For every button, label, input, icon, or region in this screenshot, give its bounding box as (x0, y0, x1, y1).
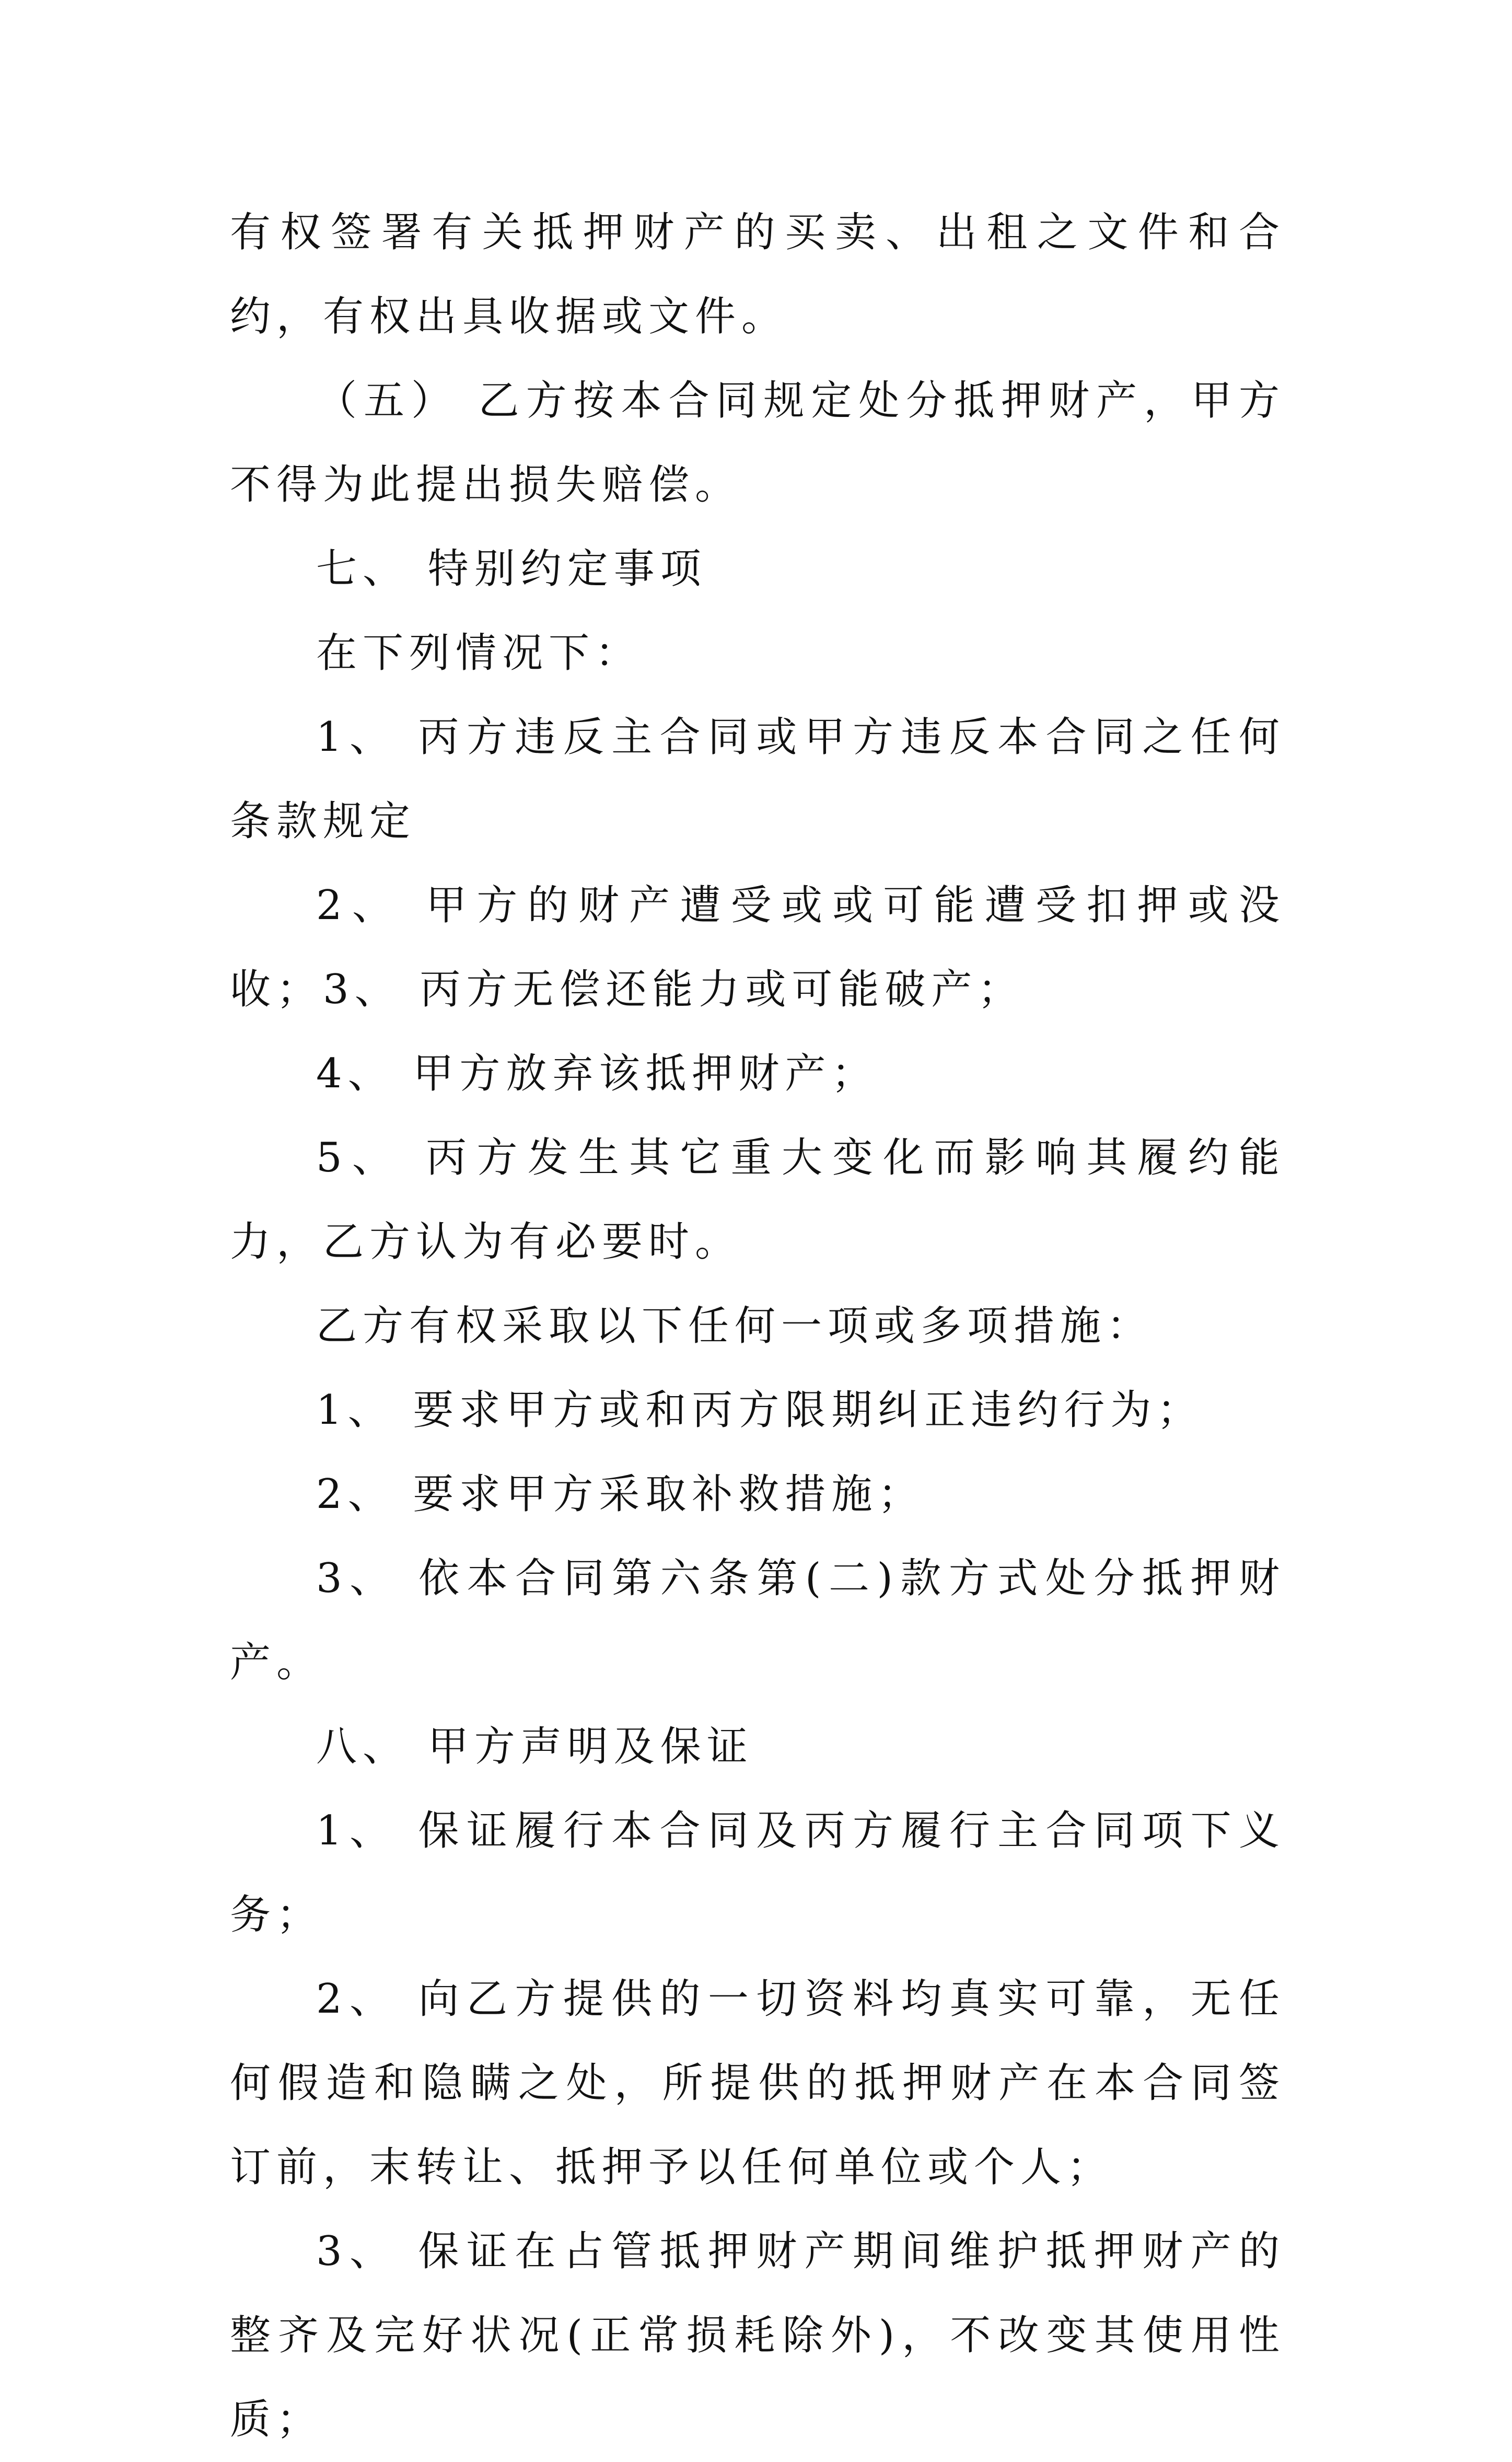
list-item-measure-1: 1、 要求甲方或和丙方限期纠正违约行为； (316, 1387, 1204, 1434)
section-heading-7: 七、 特别约定事项 (316, 545, 707, 593)
list-item-warranty-2: 2、 向乙方提供的一切资料均真实可靠，无任何假造和隐瞒之处，所提供的抵押财产在本合同签订前，末转让、抵押予以任何单位或个人； (230, 1976, 1285, 2191)
paragraph-clause-continuation: 有权签署有关抵押财产的买卖、出租之文件和合约，有权出具收据或文件。 (230, 209, 1285, 340)
list-item-condition-4: 4、 甲方放弃该抵押财产； (316, 1050, 878, 1097)
section-heading-8: 八、 甲方声明及保证 (316, 1723, 753, 1770)
paragraph-clause-5: （五） 乙方按本合同规定处分抵押财产，甲方不得为此提出损失赔偿。 (230, 377, 1285, 508)
list-item-warranty-3: 3、 保证在占管抵押财产期间维护抵押财产的整齐及完好状况(正常损耗除外)，不改变其使用性质； (230, 2228, 1285, 2443)
list-item-measure-2: 2、 要求甲方采取补救措施； (316, 1471, 925, 1518)
list-item-condition-1: 1、 丙方违反主合同或甲方违反本合同之任何条款规定 (230, 714, 1285, 845)
list-item-condition-2-3: 2、 甲方的财产遭受或或可能遭受扣押或没收；3、 丙方无偿还能力或可能破产； (230, 882, 1285, 1013)
paragraph-conditions-intro: 在下列情况下： (316, 630, 642, 677)
document-body (230, 191, 1285, 2462)
paragraph-measures-intro: 乙方有权采取以下任何一项或多项措施： (316, 1303, 1154, 1350)
list-item-measure-3: 3、 依本合同第六条第(二)款方式处分抵押财产。 (230, 1555, 1285, 1686)
list-item-condition-5: 5、 丙方发生其它重大变化而影响其履约能力，乙方认为有必要时。 (230, 1134, 1285, 1265)
list-item-warranty-1: 1、 保证履行本合同及丙方履行主合同项下义务； (230, 1807, 1285, 1938)
